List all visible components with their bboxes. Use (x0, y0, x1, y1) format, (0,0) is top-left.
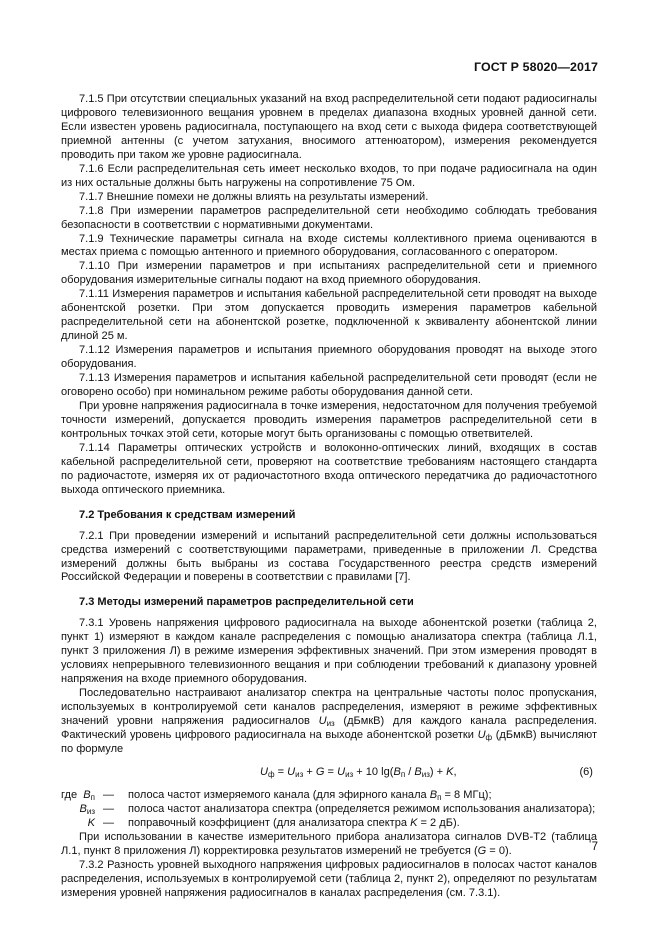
page-number: 7 (591, 841, 598, 853)
standard-header: ГОСТ Р 58020—2017 (474, 60, 598, 74)
paragraph-7-2-1: 7.2.1 При проведении измерений и испытаний распределительной сети должны использоваться средства измерений с соответствующими параметрами, приведенные в приложении Л. Средства измерений должны быть выбраны из состава Государственного реестра средств измерений Российской Федерации и поверены в соответствии с правилами [7]. (61, 529, 597, 584)
formula-expression: $U_ф = U_{из} + G = U_{из} + 10$ $\lg(B_п / B_{из}) + K$, (260, 765, 457, 779)
paragraph-7-1-6: 7.1.6 Если распределительная сеть имеет несколько входов, то при подаче радиосигнала на один из них остальные должны быть нагружены на сопротивление 75 Ом. (61, 162, 597, 189)
section-heading-7-2: 7.2 Требования к средствам измерений (79, 508, 296, 521)
paragraph-7-1-8: 7.1.8 При измерении параметров распределительной сети необходимо соблюдать требования безопасности в соответствии с нормативными документами. (61, 204, 597, 231)
paragraph-7-1-14: 7.1.14 Параметры оптических устройств и волоконно-оптических линий, входящих в состав кабельной распределительной сети, проверяют на соответствие требованиям настоящего стандарта по радиочастоте, измеряя их от радиочастотного входа оптического передатчика до радиочастотного выхода оптического приемника. (61, 441, 597, 496)
where-symbol: K (87, 816, 95, 829)
paragraph-7-1-7: 7.1.7 Внешние помехи не должны влиять на результаты измерений. (79, 190, 429, 203)
where-symbol: $B_{из}$ (79, 802, 95, 816)
paragraph-7-3-1: 7.3.1 Уровень напряжения цифрового радиосигнала на выходе абонентской розетки (таблица 2, пункт 1) измеряют в каждом канале распределения с помощью анализатора спектра (таблица Л.1, пункт 3 приложения Л) в режиме измерения эффективных значений. При этом измерения проводят в условиях непрерывного телевизионного вещания и при соблюдении требований к диапазону уровней напряжения на входе приемного оборудования. (61, 617, 597, 686)
paragraph-7-1-12: 7.1.12 Измерения параметров и испытания приемного оборудования проводят на выходе этого оборудования. (61, 344, 597, 371)
where-lead: где (61, 788, 78, 801)
paragraph-7-1-11: 7.1.11 Измерения параметров и испытания кабельной распределительной сети проводят на выходе абонентской розетки. При этом допускается проводить измерения параметров кабельной распределительной сети на абонентской розетке, подключенной к эквиваленту абонентской линии длиной 25 м. (61, 288, 597, 343)
where-description: полоса частот измеряемого канала (для эфирного канала $B_п = 8$ МГц); (128, 788, 492, 802)
paragraph-7-1-9: 7.1.9 Технические параметры сигнала на входе системы коллективного приема оцениваются в местах приема с помощью антенного и приемного оборудования, согласованного с оператором. (61, 232, 597, 259)
where-description: поправочный коэффициент (для анализатора спектра K = 2 дБ). (128, 816, 460, 829)
paragraph-7-1-5: 7.1.5 При отсутствии специальных указаний на вход распределительной сети подают радиосигналы цифрового телевизионного вещания уровнем в пределах диапазона входных уровней данной сети. Если известен уровень радиосигнала, поступающего на вход сети с выхода фидера соответствующей приемной антенны (с учетом затухания, вносимого аттенюатором), измерения рекомендуется проводить при таком же уровне радиосигнала. (61, 93, 597, 161)
paragraph-signal-level: При уровне напряжения радиосигнала в точке измерения, недостаточном для получения требуемой точности измерений, допускается проводить измерения параметров распределительной сети в контрольных точках этой сети, которые могут быть организованы с помощью ответвителей. (61, 399, 597, 440)
page-body (61, 93, 597, 901)
section-heading-7-3: 7.3 Методы измерений параметров распределительной сети (79, 596, 414, 609)
formula-number: (6) (579, 765, 593, 778)
paragraph-7-1-13: 7.1.13 Измерения параметров и испытания кабельной распределительной сети проводят (если не оговорено особо) при номинальном режиме работы оборудования данной сети. (61, 372, 597, 399)
where-row-k: K — поправочный коэффициент (для анализатора спектра K = 2 дБ). (61, 817, 597, 831)
paragraph-7-1-10: 7.1.10 При измерении параметров и при испытаниях распределительной сети и приемного оборудования измерительные сигналы подают на вход приемного оборудования. (61, 260, 597, 287)
where-symbol: $B_п$ (83, 788, 95, 802)
formula-6 (61, 766, 597, 780)
paragraph-analyzer-setup: Последовательно настраивают анализатор спектра на центральные частоты полос пропускания, используемых в контролируемой сети каналов распределения, измеряют в режиме эффективных значений уровни напряжения радиосигналов $U_{из}$ (дБмкВ) для каждого канала распределения. Фактический уровень цифрового радиосигнала на выходе абонентской розетки $U_ф$ (дБмкВ) вычисляют по формуле (61, 687, 598, 755)
paragraph-dvb-t2: При использовании в качестве измерительного прибора анализатора сигналов DVB-T2 (таблица Л.1, пункт 8 приложения Л) корректировка результатов измерений не требуется (G = 0). (61, 830, 597, 857)
paragraph-7-3-2: 7.3.2 Разность уровней выходного напряжения цифровых радиосигналов в полосах частот каналов распределения, используемых в контролируемой сети (таблица 2, пункт 2), определяют по результатам измерения уровней напряжения радиосигналов в каналах распределения (см. 7.3.1). (61, 858, 597, 899)
where-description: полоса частот анализатора спектра (определяется режимом использования анализатора); (128, 802, 596, 815)
where-row-biz: $B_{из}$ — полоса частот анализатора спектра (определяется режимом использования анализатора); (61, 803, 597, 817)
where-row-bp: где $B_п$ — полоса частот измеряемого канала (для эфирного канала $B_п = 8$ МГц); (61, 788, 492, 802)
